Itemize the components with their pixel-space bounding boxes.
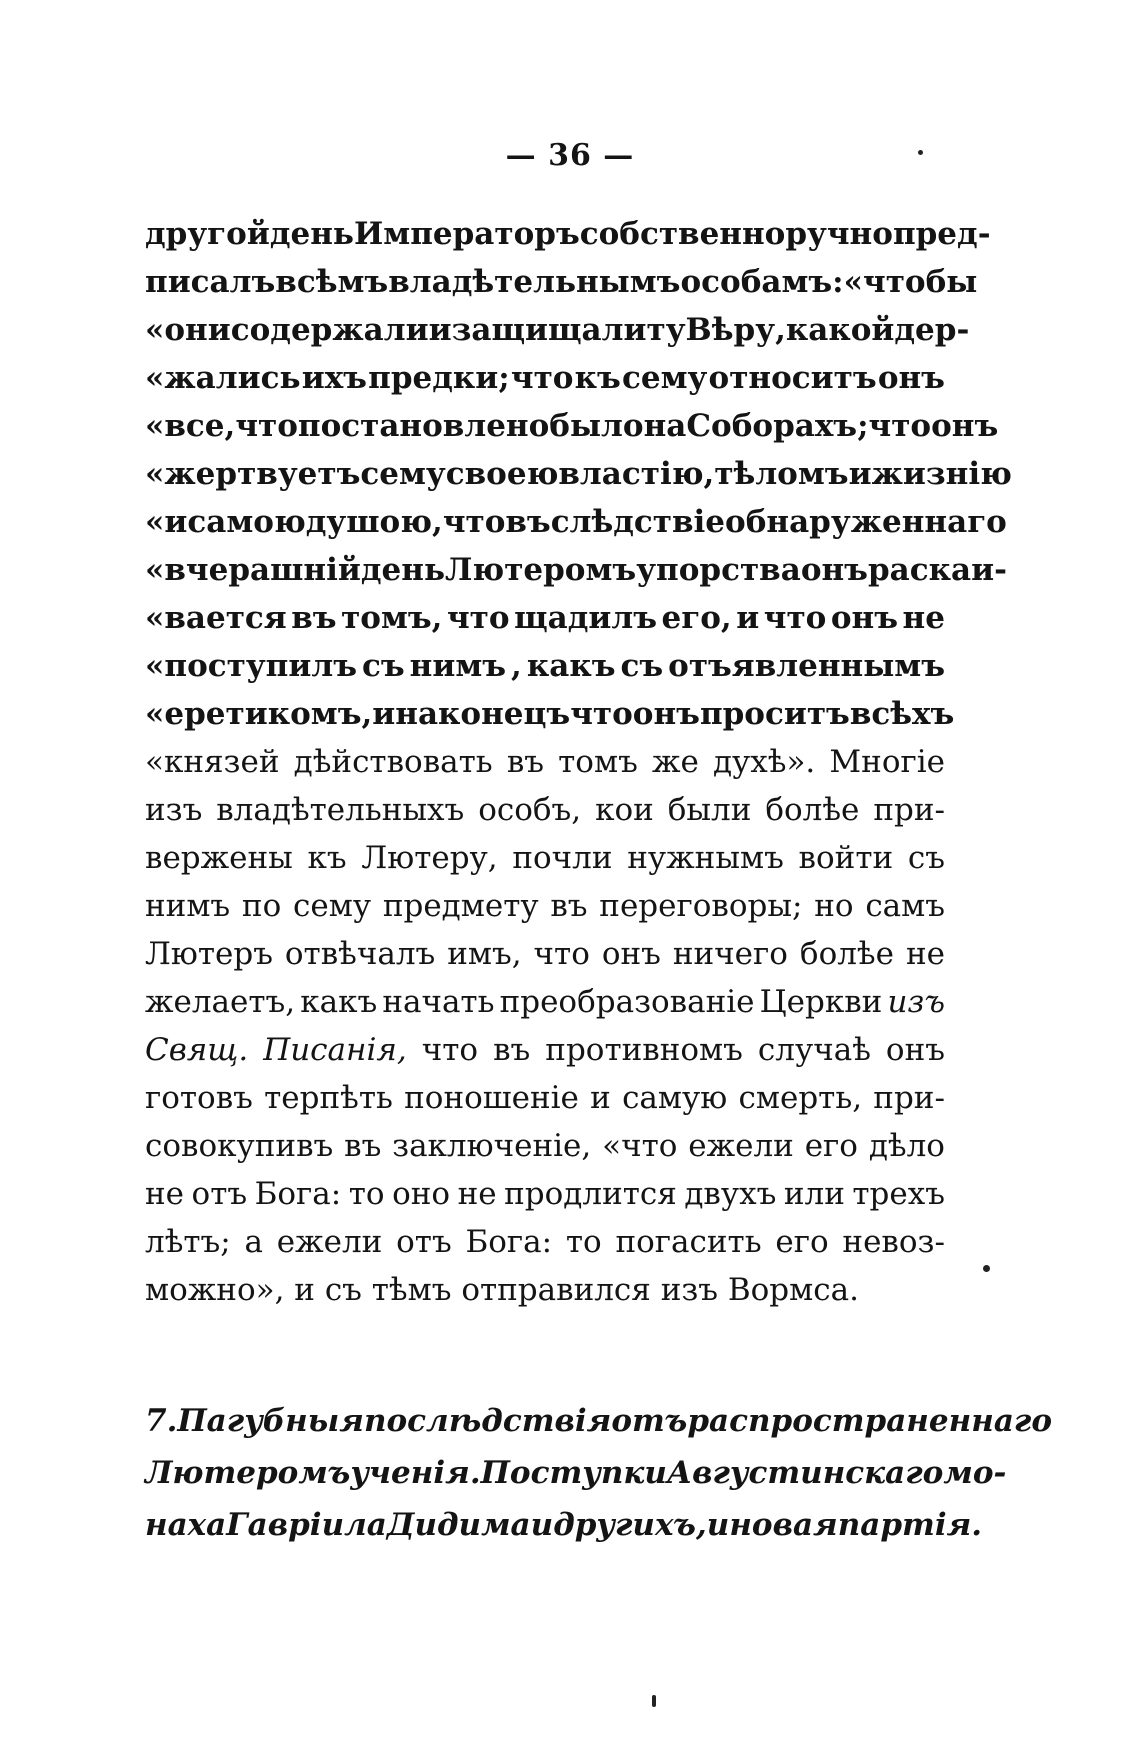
word: что xyxy=(235,408,298,444)
word: готовъ xyxy=(145,1080,253,1116)
word: лѣтъ; xyxy=(145,1224,231,1260)
word: противномъ xyxy=(545,1032,743,1068)
word: терпѣть xyxy=(264,1080,393,1116)
word: Свящ. xyxy=(145,1032,249,1068)
word: «все, xyxy=(145,408,236,444)
text-line xyxy=(145,882,945,930)
word: Бога: xyxy=(465,1224,553,1260)
word: заключеніе, xyxy=(392,1128,592,1164)
word: какъ xyxy=(300,984,378,1020)
text-line xyxy=(145,546,1007,594)
word: «жертвуетъ xyxy=(145,456,361,492)
word: собственноручно xyxy=(579,216,893,252)
word: почли xyxy=(512,840,613,876)
word: Лютеръ xyxy=(145,936,273,972)
word: тѣломъ xyxy=(714,456,849,492)
word: писалъ xyxy=(145,264,276,300)
word: самъ xyxy=(865,888,945,924)
page-number: — 36 — xyxy=(505,138,635,173)
word: было xyxy=(549,408,644,444)
word: дер- xyxy=(894,312,970,348)
ink-speck xyxy=(918,150,923,155)
word: погасить xyxy=(615,1224,762,1260)
word: въ xyxy=(344,1128,382,1164)
text-line xyxy=(145,306,970,354)
word: наконецъ xyxy=(395,696,571,732)
word: то xyxy=(348,1176,385,1212)
word: постановлено xyxy=(297,408,550,444)
word: владѣтельныхъ xyxy=(216,792,465,828)
word: томъ, xyxy=(341,600,443,636)
word: слѣдствіе xyxy=(550,504,726,540)
word: обнаруженнаго xyxy=(725,504,1007,540)
word: нужнымъ xyxy=(627,840,784,876)
word: день xyxy=(269,216,354,252)
word: сему xyxy=(360,456,446,492)
word: что xyxy=(763,600,827,636)
word: къ xyxy=(307,840,347,876)
word: преобразованіе xyxy=(499,984,755,1020)
word: другихъ, xyxy=(553,1507,707,1543)
word: Гавріила xyxy=(226,1507,387,1543)
word: сему xyxy=(293,888,372,924)
text-line xyxy=(145,354,945,402)
word: и xyxy=(294,1272,325,1308)
word: совокупивъ xyxy=(145,1128,334,1164)
word: онъ xyxy=(877,360,945,396)
word: что xyxy=(510,360,574,396)
word: ежели xyxy=(276,1224,383,1260)
word: тѣмъ xyxy=(371,1272,462,1308)
word: и xyxy=(530,1507,554,1543)
word: проситъ xyxy=(699,696,850,732)
heading-line xyxy=(145,1499,983,1551)
word: онъ xyxy=(632,696,700,732)
word: властію, xyxy=(558,456,715,492)
word: Вормса. xyxy=(727,1272,859,1308)
word: жизнію xyxy=(871,456,1012,492)
word: въ xyxy=(550,888,588,924)
word: желаетъ, xyxy=(145,984,296,1020)
word: послѣдствія xyxy=(363,1403,612,1439)
word: партія. xyxy=(837,1507,983,1543)
word: Соборахъ; xyxy=(686,408,869,444)
word: Бога: xyxy=(254,1176,342,1212)
word: и xyxy=(428,312,452,348)
word: а xyxy=(244,1224,263,1260)
word: другой xyxy=(145,216,270,252)
text-line xyxy=(145,786,945,834)
word: что xyxy=(533,936,590,972)
word: отъ xyxy=(396,1224,452,1260)
word: нимъ xyxy=(409,648,507,684)
word: «вается xyxy=(145,600,287,636)
word: то xyxy=(565,1224,602,1260)
word: войти xyxy=(798,840,894,876)
word: Вѣру, xyxy=(685,312,786,348)
word: владѣтельнымъ xyxy=(388,264,681,300)
word: его, xyxy=(661,600,732,636)
text-line xyxy=(145,738,945,786)
text-line xyxy=(145,498,1007,546)
word: что xyxy=(868,408,932,444)
word: отъ xyxy=(611,1403,688,1439)
word: онъ xyxy=(931,408,999,444)
word: Августинскаго xyxy=(666,1455,944,1491)
word: дѣйствовать xyxy=(293,744,493,780)
word: какъ xyxy=(526,648,616,684)
word: «что xyxy=(602,1128,678,1164)
word: «князей xyxy=(145,744,280,780)
word: его xyxy=(775,1224,829,1260)
word: ежели xyxy=(688,1128,794,1164)
word: изъ xyxy=(660,1272,728,1308)
word: поношеніе xyxy=(404,1080,579,1116)
word: трехъ xyxy=(852,1176,945,1212)
word: вержены xyxy=(145,840,293,876)
word: раскаи- xyxy=(867,552,1007,588)
word: двухъ xyxy=(684,1176,777,1212)
word: случаѣ xyxy=(757,1032,871,1068)
word: «поступилъ xyxy=(145,648,357,684)
word: и xyxy=(848,456,872,492)
word: предмету xyxy=(382,888,539,924)
word: какой xyxy=(785,312,895,348)
word: «они xyxy=(145,312,231,348)
word: онъ xyxy=(601,936,661,972)
word: особъ, xyxy=(478,792,582,828)
word: съ xyxy=(907,840,945,876)
word: всѣмъ xyxy=(275,264,389,300)
text-line xyxy=(145,594,945,642)
word: можно», xyxy=(145,1272,295,1308)
word: ученія. xyxy=(350,1455,481,1491)
word: въ xyxy=(505,504,551,540)
word: оно xyxy=(392,1176,451,1212)
word: въ xyxy=(506,744,544,780)
word: въ xyxy=(291,600,337,636)
word: новая xyxy=(729,1507,838,1543)
word: къ xyxy=(574,360,621,396)
word: начать xyxy=(382,984,495,1020)
word: переговоры; xyxy=(599,888,803,924)
word: отправился xyxy=(461,1272,661,1308)
word: нимъ xyxy=(145,888,231,924)
word: онъ xyxy=(830,600,898,636)
word: особамъ: xyxy=(680,264,844,300)
word: Дидима xyxy=(386,1507,531,1543)
word: что xyxy=(421,1032,479,1068)
word: 7. xyxy=(145,1403,178,1439)
word: изъ xyxy=(887,984,945,1020)
text-line xyxy=(145,1026,945,1074)
heading-line xyxy=(145,1447,1007,1499)
word: съ xyxy=(324,1272,372,1308)
word: Лютеромъ xyxy=(445,552,637,588)
word: «жались xyxy=(145,360,301,396)
word: томъ xyxy=(558,744,638,780)
body-text xyxy=(145,210,1012,1314)
word: щадилъ xyxy=(514,600,657,636)
word: при- xyxy=(873,1080,945,1116)
word: или xyxy=(783,1176,845,1212)
word: болѣе xyxy=(765,792,860,828)
text-line xyxy=(145,210,991,258)
text-line xyxy=(145,834,945,882)
word: болѣе xyxy=(799,936,894,972)
word: не xyxy=(902,600,945,636)
word: ничего xyxy=(672,936,788,972)
word: не xyxy=(457,1176,497,1212)
text-line xyxy=(145,1266,945,1314)
word: Церкви xyxy=(759,984,883,1020)
word: пред- xyxy=(892,216,991,252)
word: предки; xyxy=(368,360,510,396)
word: распространеннаго xyxy=(687,1403,1053,1439)
text-line xyxy=(145,1122,945,1170)
word: Многіе xyxy=(829,744,945,780)
word: на xyxy=(643,408,687,444)
word: съ xyxy=(620,648,664,684)
word: что xyxy=(446,600,510,636)
word: всѣхъ xyxy=(849,696,955,732)
word: съ xyxy=(362,648,405,684)
word: же xyxy=(651,744,699,780)
text-line xyxy=(145,1218,945,1266)
word: день xyxy=(360,552,445,588)
word: отвѣчалъ xyxy=(284,936,436,972)
word: отъявленнымъ xyxy=(668,648,945,684)
text-line xyxy=(145,978,945,1026)
text-line xyxy=(145,690,955,738)
word: ту xyxy=(646,312,686,348)
word: онъ xyxy=(885,1032,945,1068)
word: содержали xyxy=(230,312,429,348)
word: «еретикомъ, xyxy=(145,696,373,732)
word: защищали xyxy=(451,312,647,348)
word: и xyxy=(706,1507,730,1543)
word: что xyxy=(442,504,506,540)
word: онъ xyxy=(800,552,868,588)
word: были xyxy=(667,792,752,828)
word: Пагубныя xyxy=(177,1403,364,1439)
word: «и xyxy=(145,504,188,540)
text-line xyxy=(145,642,945,690)
word: смерть, xyxy=(738,1080,863,1116)
word: наха xyxy=(145,1507,227,1543)
word: но xyxy=(814,888,854,924)
word: своею xyxy=(445,456,559,492)
word: духѣ». xyxy=(712,744,816,780)
word: Поступки xyxy=(480,1455,667,1491)
word: изъ xyxy=(145,792,203,828)
word: «вчерашній xyxy=(145,552,361,588)
word: Лютеромъ xyxy=(145,1455,351,1491)
word: Писанія, xyxy=(263,1032,407,1068)
text-line xyxy=(145,402,999,450)
word: не xyxy=(905,936,945,972)
heading-line xyxy=(145,1395,1053,1447)
word: , xyxy=(511,648,522,684)
word: по xyxy=(241,888,282,924)
word: не xyxy=(145,1176,185,1212)
ink-speck xyxy=(983,1265,990,1272)
word: въ xyxy=(493,1032,531,1068)
word: и xyxy=(372,696,396,732)
word: продлится xyxy=(504,1176,677,1212)
word: дѣло xyxy=(868,1128,945,1164)
text-line xyxy=(145,258,978,306)
word: и xyxy=(736,600,760,636)
word: имъ, xyxy=(447,936,522,972)
text-line xyxy=(145,1074,945,1122)
word: Императоръ xyxy=(353,216,580,252)
word: Лютеру, xyxy=(361,840,498,876)
word: невоз- xyxy=(842,1224,945,1260)
word: сему xyxy=(621,360,708,396)
text-line xyxy=(145,1170,945,1218)
text-line xyxy=(145,930,945,978)
ink-speck xyxy=(652,1695,656,1707)
word: упорства xyxy=(636,552,801,588)
word: и xyxy=(590,1080,611,1116)
word: кои xyxy=(595,792,654,828)
text-line xyxy=(145,450,1012,498)
word: «чтобы xyxy=(843,264,978,300)
word: самою xyxy=(187,504,306,540)
section-heading xyxy=(145,1395,1053,1551)
word: при- xyxy=(873,792,945,828)
word: мо- xyxy=(943,1455,1007,1491)
word: душою, xyxy=(305,504,443,540)
word: ихъ xyxy=(301,360,367,396)
word: относитъ xyxy=(708,360,877,396)
word: что xyxy=(570,696,633,732)
word: его xyxy=(804,1128,858,1164)
word: отъ xyxy=(191,1176,248,1212)
word: самую xyxy=(622,1080,728,1116)
